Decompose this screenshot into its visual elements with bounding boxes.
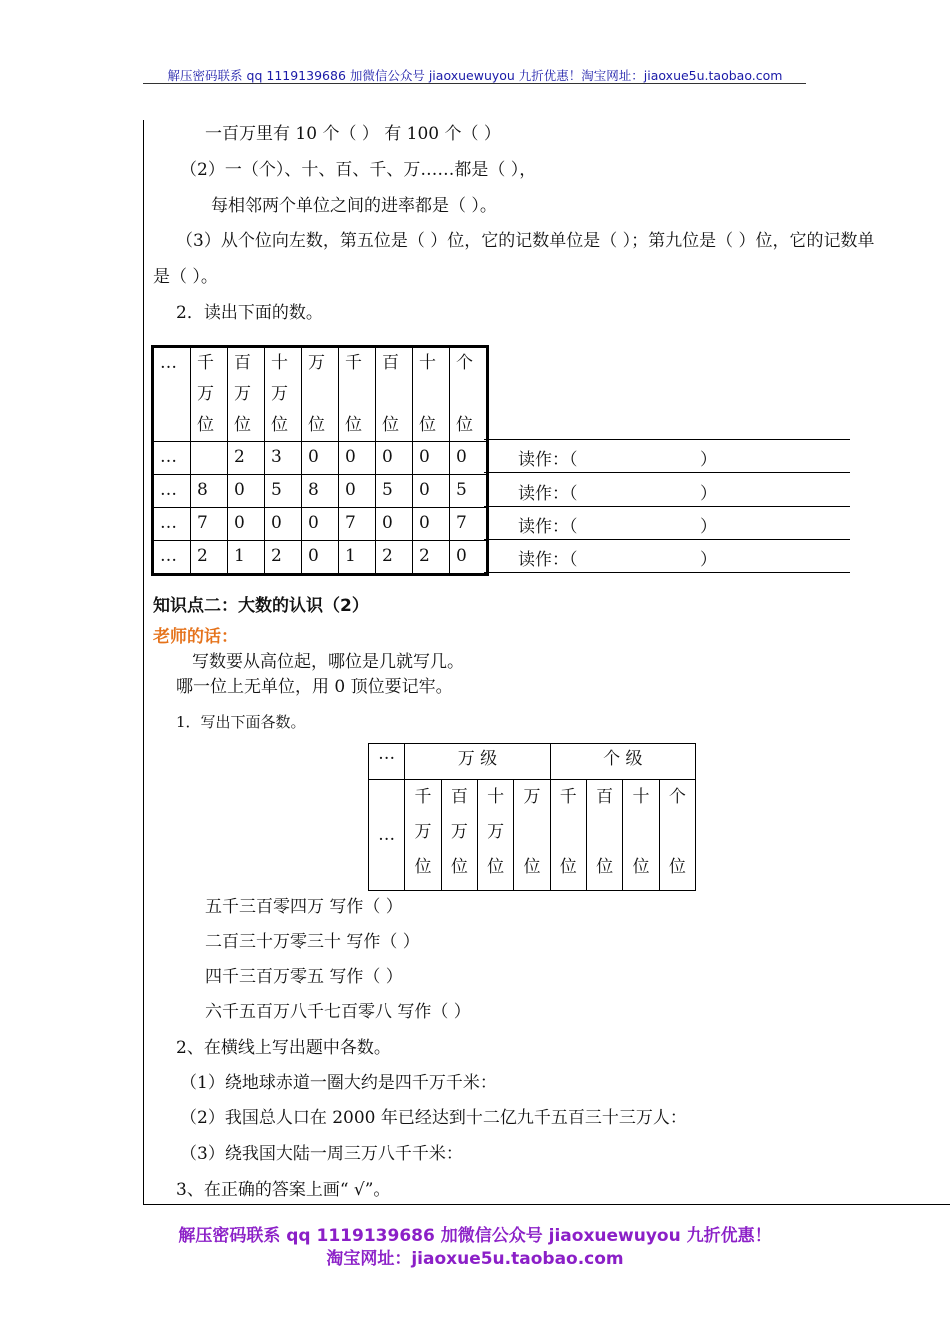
read-row-ellipsis: … xyxy=(153,541,191,575)
write-header-char xyxy=(623,815,658,850)
write-header-col xyxy=(550,780,586,891)
write-header-col xyxy=(441,780,477,891)
read-answer-line[interactable] xyxy=(484,439,850,473)
write-table-ellipsis: … xyxy=(369,744,405,780)
write-header-col xyxy=(659,780,695,891)
read-header-char: 个 xyxy=(456,353,473,373)
read-table-cell: 2 xyxy=(265,541,302,575)
read-table-row xyxy=(153,508,488,541)
read-table-cell: 0 xyxy=(376,508,413,541)
write-item-3: 四千三百万零五 写作（ ） xyxy=(205,967,403,987)
read-header-char: 万 xyxy=(308,353,325,373)
read-close: ） xyxy=(700,484,717,504)
read-table-cell: 5 xyxy=(376,475,413,508)
write-header-char xyxy=(551,815,586,850)
line-6: 2．读出下面的数。 xyxy=(176,303,323,323)
write-item-2: 二百三十万零三十 写作（ ） xyxy=(205,932,420,952)
read-table-cell: 2 xyxy=(376,541,413,575)
read-label: 读作：（ xyxy=(518,450,578,470)
read-table-cell: 0 xyxy=(265,508,302,541)
write-header-char xyxy=(587,815,622,850)
read-table-cell: 0 xyxy=(228,475,265,508)
write-header-char: 位 xyxy=(632,857,650,877)
write-header-char: 位 xyxy=(596,857,614,877)
read-header-char: 万 xyxy=(197,384,214,404)
read-header-col xyxy=(191,347,228,442)
group-ge: 个 级 xyxy=(550,744,695,780)
read-table-row xyxy=(153,541,488,575)
write-header-char: 千 xyxy=(559,787,577,807)
read-table-cell: 0 xyxy=(413,475,450,508)
read-header-char: 万 xyxy=(234,384,251,404)
read-table-cell: 0 xyxy=(339,442,376,475)
write-item-1: 五千三百零四万 写作（ ） xyxy=(205,897,403,917)
read-header-char: 位 xyxy=(308,415,325,435)
read-table-cell: 1 xyxy=(339,541,376,575)
read-close: ） xyxy=(700,450,717,470)
read-label: 读作：（ xyxy=(518,517,578,537)
read-table-row xyxy=(153,442,488,475)
write-number-table xyxy=(368,743,696,891)
read-table-cell: 7 xyxy=(339,508,376,541)
read-header-char: 万 xyxy=(271,384,288,404)
question-3: 3、在正确的答案上画“ √”。 xyxy=(176,1180,391,1200)
read-header-col xyxy=(228,347,265,442)
read-header-col xyxy=(339,347,376,442)
footer-line-2: 淘宝网址：jiaoxue5u.taobao.com xyxy=(326,1249,624,1269)
write-header-col xyxy=(477,780,513,891)
read-table-cell xyxy=(191,442,228,475)
header-watermark: 解压密码联系 qq 1119139686 加微信公众号 jiaoxuewuyou 九折优惠！淘宝网址：jiaoxue5u.taobao.com xyxy=(167,68,783,83)
read-header-char: 位 xyxy=(456,415,473,435)
write-item-4: 六千五百万八千七百零八 写作（ ） xyxy=(205,1002,471,1022)
read-table-cell: 2 xyxy=(228,442,265,475)
read-header-char: 十 xyxy=(271,353,288,373)
line-5: 是（ ）。 xyxy=(153,267,218,287)
read-table-cell: 8 xyxy=(302,475,339,508)
read-header-char: 千 xyxy=(345,353,362,373)
write-header-char: 十 xyxy=(487,787,505,807)
read-header-char: 位 xyxy=(382,415,399,435)
q2-item-3: （3）绕我国大陆一周三万八千千米： xyxy=(180,1144,463,1164)
read-table-cell: 2 xyxy=(191,541,228,575)
write-header-char: 万 xyxy=(487,822,505,842)
read-header-col xyxy=(265,347,302,442)
read-header-char: 百 xyxy=(382,353,399,373)
line-2: （2）一（个）、十、百、千、万……都是（ ）， xyxy=(180,160,537,180)
read-table-cell: 0 xyxy=(228,508,265,541)
write-header-char: 位 xyxy=(668,857,686,877)
read-table-cell: 0 xyxy=(413,508,450,541)
read-close: ） xyxy=(700,517,717,537)
read-header-char: 千 xyxy=(197,353,214,373)
read-row-ellipsis: … xyxy=(153,475,191,508)
read-header-char: 百 xyxy=(234,353,251,373)
write-header-char: 万 xyxy=(414,822,432,842)
read-header-char xyxy=(456,379,486,410)
read-table-cell: 2 xyxy=(413,541,450,575)
write-header-col xyxy=(623,780,659,891)
write-header-char: 万 xyxy=(450,822,468,842)
read-table-cell: 5 xyxy=(265,475,302,508)
read-answer-line[interactable] xyxy=(484,473,850,507)
read-header-char: 位 xyxy=(345,415,362,435)
read-header-ellipsis: … xyxy=(153,347,191,442)
write-header-char xyxy=(514,815,549,850)
read-table-cell: 0 xyxy=(413,442,450,475)
write-header-char: 万 xyxy=(523,787,541,807)
read-header-char xyxy=(345,379,375,410)
footer-line-1: 解压密码联系 qq 1119139686 加微信公众号 jiaoxuewuyou 九折优惠！ xyxy=(178,1226,772,1246)
read-header-char: 位 xyxy=(271,415,288,435)
q2-item-1: （1）绕地球赤道一圈大约是四千万千米： xyxy=(180,1073,497,1093)
write-header-char: 位 xyxy=(414,857,432,877)
read-close: ） xyxy=(700,550,717,570)
tip-1: 写数要从高位起，哪位是几就写几。 xyxy=(192,652,464,672)
read-table-cell: 0 xyxy=(450,442,488,475)
write-header-char: 位 xyxy=(523,857,541,877)
read-header-char: 位 xyxy=(197,415,214,435)
group-wan: 万 级 xyxy=(405,744,550,780)
write-header-col xyxy=(514,780,550,891)
write-header-char: 位 xyxy=(450,857,468,877)
write-table-ellipsis-2: … xyxy=(369,780,405,891)
read-table-row xyxy=(153,475,488,508)
read-header-col xyxy=(376,347,413,442)
read-table-cell: 7 xyxy=(450,508,488,541)
read-header-char xyxy=(308,379,338,410)
line-4: （3）从个位向左数，第五位是（ ）位，它的记数单位是（ ）；第九位是（ ）位，它的记数单 xyxy=(176,231,875,251)
write-header-char: 位 xyxy=(559,857,577,877)
write-header-char: 百 xyxy=(450,787,468,807)
teacher-label: 老师的话： xyxy=(153,627,238,647)
read-answer-top-line xyxy=(484,439,850,440)
write-header-char: 十 xyxy=(632,787,650,807)
read-label: 读作：（ xyxy=(518,550,578,570)
read-number-table xyxy=(151,345,489,576)
write-header-char: 千 xyxy=(414,787,432,807)
read-table-cell: 0 xyxy=(450,541,488,575)
write-header-char xyxy=(660,815,695,850)
line-3: 每相邻两个单位之间的进率都是（ ）。 xyxy=(211,196,497,216)
read-table-cell: 8 xyxy=(191,475,228,508)
line-1: 一百万里有 10 个（ ） 有 100 个（ ） xyxy=(205,124,501,144)
read-table-cell: 0 xyxy=(376,442,413,475)
question-2: 2、在横线上写出题中各数。 xyxy=(176,1038,391,1058)
read-header-col xyxy=(302,347,339,442)
read-answer-line[interactable] xyxy=(484,506,850,540)
write-header-char: 位 xyxy=(487,857,505,877)
write-header-char: 个 xyxy=(668,787,686,807)
read-table-cell: 3 xyxy=(265,442,302,475)
read-header-char xyxy=(419,379,449,410)
read-table-cell: 0 xyxy=(302,541,339,575)
read-row-ellipsis: … xyxy=(153,442,191,475)
read-header-char: 位 xyxy=(234,415,251,435)
header-divider xyxy=(143,83,806,84)
read-header-col xyxy=(450,347,488,442)
read-header-col xyxy=(413,347,450,442)
read-table-cell: 5 xyxy=(450,475,488,508)
q2-item-2: （2）我国总人口在 2000 年已经达到十二亿九千五百三十三万人： xyxy=(180,1108,687,1128)
read-table-cell: 0 xyxy=(302,508,339,541)
write-header-col xyxy=(586,780,622,891)
read-header-char xyxy=(382,379,412,410)
tip-2: 哪一位上无单位，用 0 顶位要记牢。 xyxy=(176,677,453,697)
question-1: 1．写出下面各数。 xyxy=(176,713,306,731)
read-answer-line[interactable] xyxy=(484,539,850,573)
read-table-cell: 7 xyxy=(191,508,228,541)
read-table-cell: 1 xyxy=(228,541,265,575)
read-table-cell: 0 xyxy=(302,442,339,475)
write-header-char: 百 xyxy=(596,787,614,807)
read-row-ellipsis: … xyxy=(153,508,191,541)
read-label: 读作：（ xyxy=(518,484,578,504)
read-header-char: 位 xyxy=(419,415,436,435)
read-header-char: 十 xyxy=(419,353,436,373)
write-header-col xyxy=(405,780,441,891)
read-table-cell: 0 xyxy=(339,475,376,508)
section-2-title: 知识点二：大数的认识（2） xyxy=(153,596,369,616)
